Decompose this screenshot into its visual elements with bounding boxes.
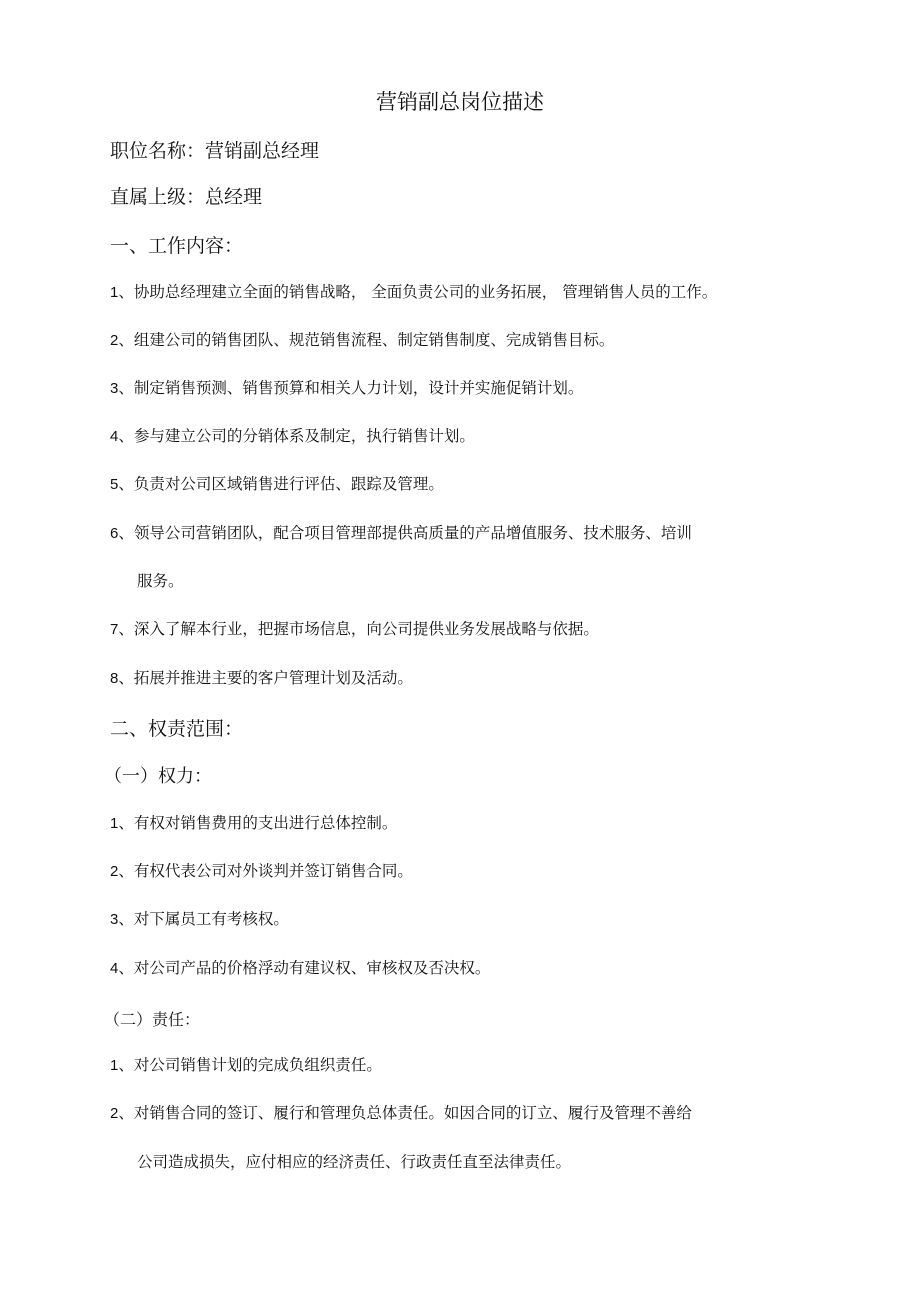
item-separator: 、 <box>118 910 134 928</box>
item-separator: 、 <box>118 1056 134 1074</box>
subsection-heading-powers: （一）权力： <box>104 766 212 787</box>
item-number: 1 <box>110 815 119 832</box>
list-item-continuation: 服务。 <box>137 572 184 590</box>
list-item <box>110 477 444 493</box>
position-value: 营销副总经理 <box>205 140 320 162</box>
item-separator: 、 <box>118 331 134 349</box>
item-text: 深入了解本行业，把握市场信息，向公司提供业务发展战略与依据。 <box>133 620 599 638</box>
superior-value: 总经理 <box>205 186 263 208</box>
item-separator: 、 <box>118 283 134 301</box>
item-text: 对销售合同的签订、履行和管理负总体责任。如因合同的订立、履行及管理不善给 <box>133 1104 692 1122</box>
item-number: 6 <box>110 525 119 542</box>
item-number: 4 <box>110 960 119 977</box>
item-separator: 、 <box>118 620 134 638</box>
item-separator: 、 <box>118 427 134 445</box>
item-separator: 、 <box>118 1104 134 1122</box>
item-text: 拓展并推进主要的客户管理计划及活动。 <box>133 669 413 687</box>
list-item <box>110 333 614 349</box>
item-text: 对下属员工有考核权。 <box>133 910 289 928</box>
item-text: 负责对公司区域销售进行评估、跟踪及管理。 <box>133 475 444 493</box>
position-field <box>110 142 319 161</box>
item-text: 有权对销售费用的支出进行总体控制。 <box>133 814 398 832</box>
position-label: 职位名称： <box>110 140 206 162</box>
section-heading-authority-scope: 二、权责范围： <box>110 718 244 740</box>
item-separator: 、 <box>118 669 134 687</box>
item-text: 对公司销售计划的完成负组织责任。 <box>133 1056 382 1074</box>
list-item <box>110 1058 382 1074</box>
item-number: 2 <box>110 1105 119 1122</box>
item-text: 有权代表公司对外谈判并签订销售合同。 <box>133 862 413 880</box>
item-separator: 、 <box>118 475 134 493</box>
list-item <box>110 671 413 687</box>
list-item <box>110 961 490 977</box>
item-text: 制定销售预测、销售预算和相关人力计划，设计并实施促销计划。 <box>133 379 584 397</box>
item-number: 1 <box>110 284 119 301</box>
list-item <box>110 285 717 301</box>
item-text: 对公司产品的价格浮动有建议权、审核权及否决权。 <box>133 959 491 977</box>
item-number: 3 <box>110 911 119 928</box>
superior-field <box>110 188 262 207</box>
item-separator: 、 <box>118 862 134 880</box>
item-number: 8 <box>110 670 119 687</box>
item-separator: 、 <box>118 814 134 832</box>
item-number: 5 <box>110 476 119 493</box>
item-number: 7 <box>110 621 119 638</box>
item-number: 4 <box>110 428 119 445</box>
item-text: 组建公司的销售团队、规范销售流程、制定销售制度、完成销售目标。 <box>133 331 615 349</box>
superior-label: 直属上级： <box>110 186 206 208</box>
list-item <box>110 816 397 832</box>
list-item <box>110 864 413 880</box>
item-separator: 、 <box>118 959 134 977</box>
item-number: 2 <box>110 332 119 349</box>
document-title: 营销副总岗位描述 <box>376 90 544 114</box>
list-item <box>110 912 289 928</box>
item-number: 2 <box>110 863 119 880</box>
list-item <box>110 1106 692 1122</box>
item-text: 参与建立公司的分销体系及制定，执行销售计划。 <box>133 427 475 445</box>
item-number: 1 <box>110 1057 119 1074</box>
item-text: 协助总经理建立全面的销售战略， 全面负责公司的业务拓展， 管理销售人员的工作。 <box>133 283 718 301</box>
list-item <box>110 622 599 638</box>
list-item-continuation: 公司造成损失，应付相应的经济责任、行政责任直至法律责任。 <box>137 1153 572 1171</box>
item-number: 3 <box>110 380 119 397</box>
item-text: 领导公司营销团队，配合项目管理部提供高质量的产品增值服务、技术服务、培训 <box>133 524 692 542</box>
section-heading-work-content: 一、工作内容： <box>110 235 244 257</box>
list-item <box>110 429 475 445</box>
list-item <box>110 381 583 397</box>
item-separator: 、 <box>118 524 134 542</box>
subsection-heading-responsibilities: （二）责任： <box>104 1010 201 1029</box>
item-separator: 、 <box>118 379 134 397</box>
list-item <box>110 526 692 542</box>
